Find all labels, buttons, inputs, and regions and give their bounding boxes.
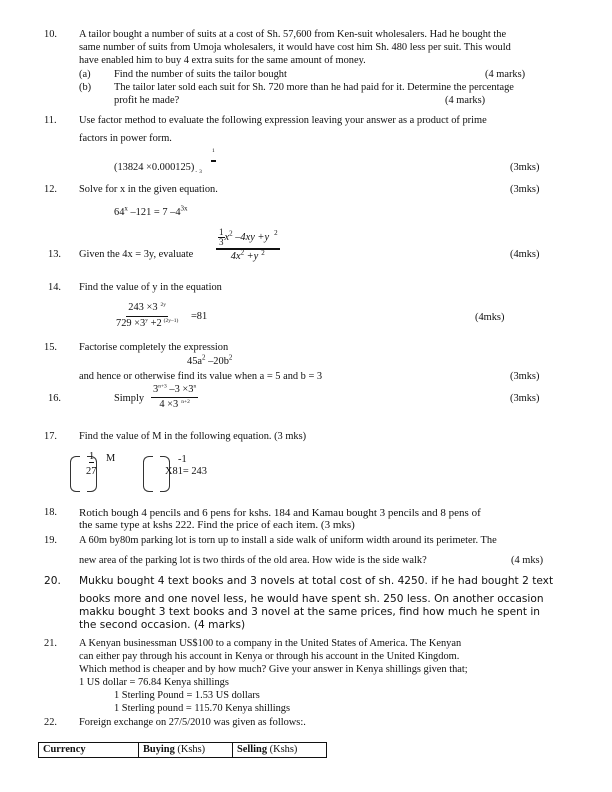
question-number: 15. (44, 342, 57, 353)
table-header-cell: Selling (Kshs) (233, 743, 327, 758)
question-text-line: 1 US dollar = 76.84 Kenya shillings (79, 677, 229, 688)
question-text-line: A tailor bought a number of suits at a cost of Sh. 57,600 from Ken-suit wholesalers. Had he bought the (79, 29, 507, 40)
question-number: 13. (48, 249, 61, 260)
part-label: (b) (79, 82, 92, 93)
exponent: -1 (178, 454, 187, 465)
question-text-line: factors in power form. (79, 133, 172, 144)
part-text: The tailor later sold each suit for Sh. 720 more than he had paid for it. Determine the percentage (114, 82, 514, 93)
question-text-line: A 60m by80m parking lot is torn up to install a side walk of uniform width around its perimeter. The (79, 535, 497, 546)
question-text: Foreign exchange on 27/5/2010 was given as follows:. (79, 717, 306, 728)
part-label: (a) (79, 69, 91, 80)
marks-label: (3mks) (510, 162, 540, 173)
fraction-numerator: 1 (89, 451, 95, 462)
question-text: Simply (114, 393, 145, 404)
question-text: Solve for x in the given equation. (79, 184, 218, 195)
question-text-line: have enabled him to buy 4 extra suits for the same amount of money. (79, 55, 366, 66)
question-number: 19. (44, 535, 57, 546)
marks-label: (4mks) (475, 312, 505, 323)
question-number: 14. (48, 282, 61, 293)
table-header-cell: Buying (Kshs) (139, 743, 233, 758)
question-number: 20. (44, 575, 61, 587)
question-number: 10. (44, 29, 57, 40)
part-text: profit he made? (114, 95, 180, 106)
question-text-line: the second occasion. (4 marks) (79, 619, 246, 631)
left-parenthesis (70, 456, 80, 492)
question-text: Find the value of M in the following equation. (3 mks) (79, 431, 307, 442)
question-number: 21. (44, 638, 57, 649)
expression: $45a^2$ $-20b^2$ (187, 353, 233, 367)
question-text: Find the value of y in the equation (79, 282, 222, 293)
question-text-line: can either pay through his account in Kenya or through his account in the United Kingdom. (79, 651, 460, 662)
marks-label: (4 marks) (485, 69, 526, 80)
part-text: Find the number of suits the tailor bought (114, 69, 287, 80)
table-header-row (39, 743, 327, 758)
fraction-expression: $\frac{1}{3}$ $x^2$ –4xy +y $^2$ $4x^2 +y$ $^2$ (216, 228, 280, 263)
marks-label: (4 mks) (511, 555, 544, 566)
question-text-line: same number of suits from Umoja wholesalers, it would have cost him Sh. 480 less per suit. This would (79, 42, 511, 53)
question-text-line: Use factor method to evaluate the following expression leaving your answer as a product of prime (79, 115, 487, 126)
question-text-line: books more and one novel less, he would have spent sh. 250 less. On another occasion (79, 593, 544, 605)
fraction-expression: $\frac{243 \times 3 ^{2y}}{729 \times 3^y +2 ^{(2y-1)}}$ =81 (116, 301, 208, 330)
question-text-line: A Kenyan businessman US$100 to a company in the United States of America. The Kenyan (79, 638, 462, 649)
exchange-table (38, 742, 327, 758)
fraction-denominator: 27 (86, 466, 97, 477)
question-number: 11. (44, 115, 57, 126)
equation: 64$^x$ –121 = 7 $-4^{3x}$ (114, 204, 188, 218)
table-header-cell: Currency (39, 743, 139, 758)
marks-label: (4 marks) (445, 95, 486, 106)
left-parenthesis (143, 456, 153, 492)
question-number: 17. (44, 431, 57, 442)
question-text-line: Mukku bought 4 text books and 3 novels at total cost of sh. 4250. if he had bought 2 text (79, 575, 554, 587)
question-text: and hence or otherwise find its value when a = 5 and b = 3 (79, 371, 323, 382)
question-text-line: Which method is cheaper and by how much? Give your answer in Kenya shillings given that; (79, 664, 468, 675)
marks-label: (4mks) (510, 249, 540, 260)
exchange-rate: 1 Sterling Pound = 1.53 US dollars (114, 690, 260, 701)
question-text-line: new area of the parking lot is two thirds of the old area. How wide is the side walk? (79, 555, 427, 566)
question-number: 16. (48, 393, 61, 404)
exponent: M (106, 453, 116, 464)
question-number: 18. (44, 507, 57, 518)
question-text: Given the 4x = 3y, evaluate (79, 249, 194, 260)
question-number: 12. (44, 184, 57, 195)
marks-label: (3mks) (510, 393, 540, 404)
marks-label: (3mks) (510, 371, 540, 382)
question-text-line: makku bought 3 text books and 3 novel at the same prices, find how much he spent in (79, 606, 541, 618)
exponent-numerator: 1 (212, 148, 215, 154)
exchange-rate: 1 Sterling pound = 115.70 Kenya shillings (114, 703, 291, 714)
marks-label: (3mks) (510, 184, 540, 195)
fraction-expression: $\frac{3^{n+3} -3 \times 3^n}{4 \times 3 ^{n+2}}$ (153, 383, 197, 411)
math-expression: $(13824 \times 0.000125)_-$ $_3$ (114, 162, 202, 175)
question-number: 22. (44, 717, 57, 728)
fraction-bar (211, 160, 216, 162)
question-text-line: the same type at kshs 222. Find the price of each item. (3 mks) (79, 519, 355, 531)
equation-rest: X81= 243 (165, 466, 207, 477)
question-text-line: Rotich bough 4 pencils and 6 pens for kshs. 184 and Kamau bought 3 pencils and 8 pens of (79, 507, 481, 519)
question-text: Factorise completely the expression (79, 342, 229, 353)
